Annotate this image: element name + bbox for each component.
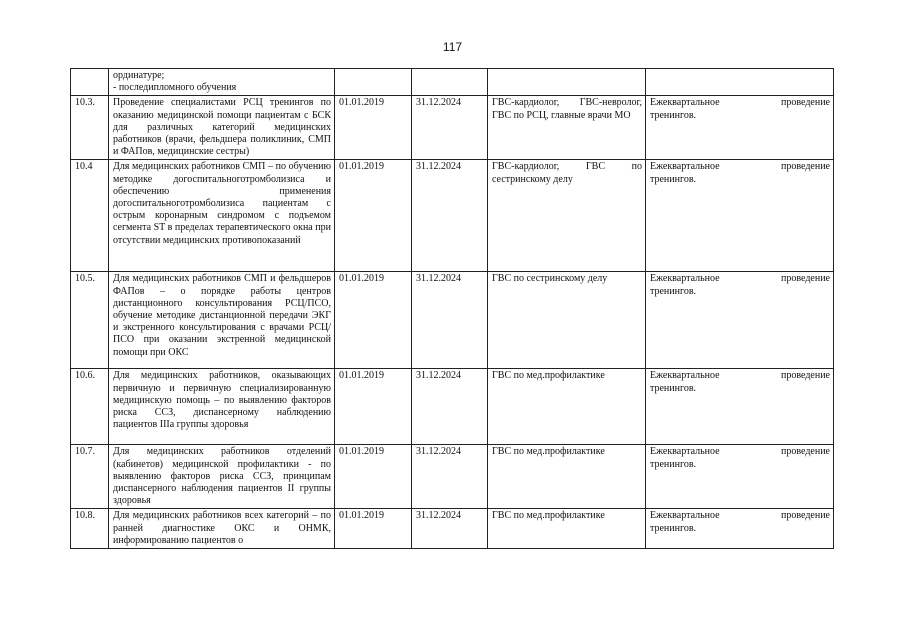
result-word-2: проведение (781, 161, 830, 173)
cell-result (646, 69, 834, 96)
cell-end-date: 31.12.2024 (412, 445, 488, 509)
cell-start-date: 01.01.2019 (335, 96, 412, 160)
cell-result (646, 369, 834, 445)
cell-description: Для медицинских работников, оказывающих первичную и первичную специализированную медицинскую помощь – по выявлению факторов риска ССЗ, диспансерному наблюдению пациентов IIIа группы здоровья (109, 369, 335, 445)
cell-start-date: 01.01.2019 (335, 160, 412, 272)
result-word-3: тренингов. (650, 109, 697, 121)
result-word-2: проведение (781, 273, 830, 285)
result-word-3: тренингов. (650, 522, 697, 534)
result-word-2: проведение (781, 370, 830, 382)
cell-start-date: 01.01.2019 (335, 272, 412, 369)
cell-end-date (412, 69, 488, 96)
cell-result (646, 160, 834, 272)
table-row (71, 160, 834, 272)
cell-start-date: 01.01.2019 (335, 445, 412, 509)
cell-end-date: 31.12.2024 (412, 272, 488, 369)
cell-description: Для медицинских работников СМП – по обучению методике догоспитальноготромболизиса и обеспечению применения догоспитальноготромболизиса пациентам с острым коронарным синдромом с подъемом сегмента ST в пределах терапевтического окна при отсутствии медицинских противопоказаний (109, 160, 335, 272)
cell-responsible: ГВС-кардиолог, ГВС по сестринскому делу (488, 160, 646, 272)
result-word-2: проведение (781, 510, 830, 522)
cell-result (646, 96, 834, 160)
cell-description: Для медицинских работников отделений (кабинетов) медицинской профилактики - по выявлению факторов риска ССЗ, принципам диспансерного наблюдения пациентов II группы здоровья (109, 445, 335, 509)
cell-end-date: 31.12.2024 (412, 369, 488, 445)
result-word-3: тренингов. (650, 382, 697, 394)
table-row-continuation (71, 69, 834, 96)
table-row (71, 445, 834, 509)
cell-responsible: ГВС по мед.профилактике (488, 445, 646, 509)
continuation-line-1: ординатуре; (113, 70, 165, 81)
cell-result (646, 445, 834, 509)
cell-start-date: 01.01.2019 (335, 509, 412, 549)
cell-end-date: 31.12.2024 (412, 96, 488, 160)
cell-num: 10.7. (71, 445, 109, 509)
cell-num: 10.6. (71, 369, 109, 445)
cell-result (646, 272, 834, 369)
table-row (71, 509, 834, 549)
result-word-1: Ежеквартальное (650, 370, 720, 382)
table-row (71, 272, 834, 369)
cell-end-date: 31.12.2024 (412, 509, 488, 549)
cell-description (109, 69, 335, 96)
result-word-1: Ежеквартальное (650, 446, 720, 458)
cell-responsible: ГВС по мед.профилактике (488, 509, 646, 549)
table-row (71, 96, 834, 160)
result-word-2: проведение (781, 97, 830, 109)
responsible-text: ГВС-кардиолог, ГВС-невролог, ГВС по РСЦ, главные врачи МО (492, 97, 642, 121)
table-row (71, 369, 834, 445)
cell-start-date (335, 69, 412, 96)
result-word-3: тренингов. (650, 458, 697, 470)
result-word-1: Ежеквартальное (650, 161, 720, 173)
cell-start-date: 01.01.2019 (335, 369, 412, 445)
result-word-2: проведение (781, 446, 830, 458)
continuation-line-2: - последипломного обучения (113, 82, 237, 94)
cell-responsible: ГВС по сестринскому делу (488, 272, 646, 369)
activity-plan-table (70, 68, 834, 549)
cell-num: 10.8. (71, 509, 109, 549)
page-number: 117 (442, 40, 463, 54)
cell-end-date: 31.12.2024 (412, 160, 488, 272)
result-word-1: Ежеквартальное (650, 273, 720, 285)
cell-description: Для медицинских работников всех категорий – по ранней диагностике ОКС и ОНМК, информированию пациентов о (109, 509, 335, 549)
result-word-3: тренингов. (650, 173, 697, 185)
cell-description: Проведение специалистами РСЦ тренингов по оказанию медицинской помощи пациентам с БСК для различных категорий медицинских работников (врачи, фельдшера поликлиник, СМП и ФАПов, медицинские сестры) (109, 96, 335, 160)
result-word-1: Ежеквартальное (650, 97, 720, 109)
cell-num: 10.4 (71, 160, 109, 272)
cell-num (71, 69, 109, 96)
result-word-1: Ежеквартальное (650, 510, 720, 522)
cell-responsible (488, 96, 646, 160)
cell-result (646, 509, 834, 549)
cell-description: Для медицинских работников СМП и фельдшеров ФАПов – о порядке работы центров дистанционного консультирования РСЦ/ПСО, обучение методике дистанционной передачи ЭКГ и экстренного консультирования с врачами РСЦ/ПСО при оказании экстренной медицинской помощи при ОКС (109, 272, 335, 369)
cell-num: 10.5. (71, 272, 109, 369)
cell-responsible: ГВС по мед.профилактике (488, 369, 646, 445)
cell-num: 10.3. (71, 96, 109, 160)
result-word-3: тренингов. (650, 285, 697, 297)
cell-responsible (488, 69, 646, 96)
